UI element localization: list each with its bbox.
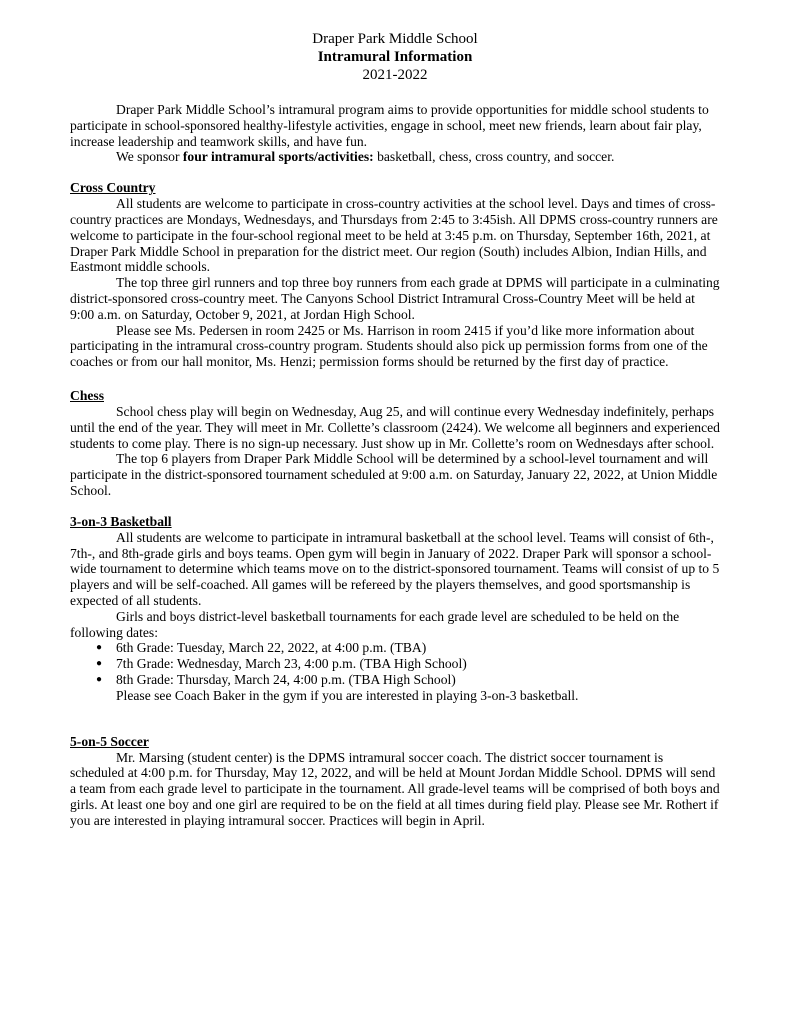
sponsor-text-start: We sponsor — [116, 149, 183, 165]
basketball-section — [70, 514, 720, 704]
soccer-section — [70, 734, 720, 829]
list-item: ● 7th Grade: Wednesday, March 23, 4:00 p.m. (TBA High School) — [98, 656, 720, 672]
basketball-paragraph-2: Girls and boys district-level basketball tournaments for each grade level are scheduled to be held on the following dates: — [70, 608, 680, 640]
cross-country-paragraph-2: The top three girl runners and top three boy runners from each grade at DPMS will participate in a culminating district-sponsored cross-country meet. The Canyons School District Intramural Cross-Country Meet will be held at 9:00 a.m. on Saturday, October 9, 2021, at Jordan High School. — [70, 275, 720, 322]
school-name: Draper Park Middle School — [312, 31, 478, 47]
chess-paragraph-1: School chess play will begin on Wednesday, Aug 25, and will continue every Wednesday indefinitely, perhaps until the end of the year. They will meet in Mr. Collette’s classroom (2424). We welcome all beginners and experienced students to come play. There is no sign-up necessary. Just show up in Mr. Collette’s room on Wednesdays after school. — [70, 403, 720, 451]
tournament-dates-list — [70, 640, 720, 687]
document-title: Intramural Information — [317, 49, 473, 65]
school-year: 2021-2022 — [362, 67, 428, 83]
sponsor-text-bold: four intramural sports/activities: — [182, 149, 374, 165]
soccer-heading: 5-on-5 Soccer — [70, 733, 149, 749]
basketball-paragraph-3: Please see Coach Baker in the gym if you are interested in playing 3-on-3 basketball. — [116, 687, 579, 703]
sponsor-paragraph — [70, 149, 720, 165]
sponsor-text-end: basketball, chess, cross country, and soccer. — [373, 149, 615, 165]
chess-paragraph-2: The top 6 players from Draper Park Middle School will be determined by a school-level tournament and will participate in the district-sponsored tournament scheduled at 9:00 a.m. on Saturday, January 22, 2022, at Union Middle School. — [70, 451, 718, 498]
list-item: ● 6th Grade: Tuesday, March 22, 2022, at 4:00 p.m. (TBA) — [98, 640, 720, 656]
cross-country-heading: Cross Country — [70, 180, 156, 196]
basketball-paragraph-1: All students are welcome to participate in intramural basketball at the school level. Teams will consist of 6th-, 7th-, and 8th-grade girls and boys teams. Open gym will begin in January of 2022. Draper Park will sponsor a school-wide tournament to determine which teams move on to the district-sponsored tournament. Teams will consist of up to 5 players and will be self-coached. All games will be refereed by the players themselves, and good sportsmanship is expected of all students. — [70, 529, 720, 608]
intro-paragraph: Draper Park Middle School’s intramural program aims to provide opportunities for middle school students to participate in school-sponsored healthy-lifestyle activities, engage in school, meet new friends, learn about fair play, increase leadership and teamwork skills, and have fun. — [70, 102, 709, 149]
basketball-heading: 3-on-3 Basketball — [70, 513, 172, 529]
cross-country-section — [70, 180, 720, 370]
intro-section — [70, 102, 720, 165]
document-header — [70, 30, 720, 84]
list-item: ● 8th Grade: Thursday, March 24, 4:00 p.m. (TBA High School) — [98, 672, 720, 688]
chess-section — [70, 388, 720, 499]
cross-country-paragraph-3: Please see Ms. Pedersen in room 2425 or Ms. Harrison in room 2415 if you’d like more information about participating in the intramural cross-country program. Students should also pick up permission forms from one of the coaches or from our hall monitor, Ms. Henzi; permission forms should be returned by the first day of practice. — [70, 322, 708, 370]
document-page — [70, 30, 720, 828]
chess-heading: Chess — [70, 387, 104, 403]
soccer-paragraph-1: Mr. Marsing (student center) is the DPMS intramural soccer coach. The district soccer tournament is scheduled at 4:00 p.m. for Thursday, May 12, 2022, and will be held at Mount Jordan Middle School. DPMS will send a team from each grade level to participate in the tournament. All grade-level teams will be comprised of both boys and girls. At least one boy and one girl are required to be on the field at all times during field play. Please see Mr. Rothert if you are interested in playing intramural soccer. Practices will begin in April. — [70, 749, 720, 828]
cross-country-paragraph-1: All students are welcome to participate in cross-country activities at the school level. Days and times of cross-country practices are Mondays, Wednesdays, and Thursdays from 2:45 to 3:45ish. All DPMS cross-country runners are welcome to participate in the four-school regional meet to be held at 3:45 p.m. on Thursday, September 16th, 2021, at Draper Park Middle School in preparation for the district meet. Our region (South) includes Albion, Indian Hills, and Eastmont middle schools. — [70, 196, 718, 275]
